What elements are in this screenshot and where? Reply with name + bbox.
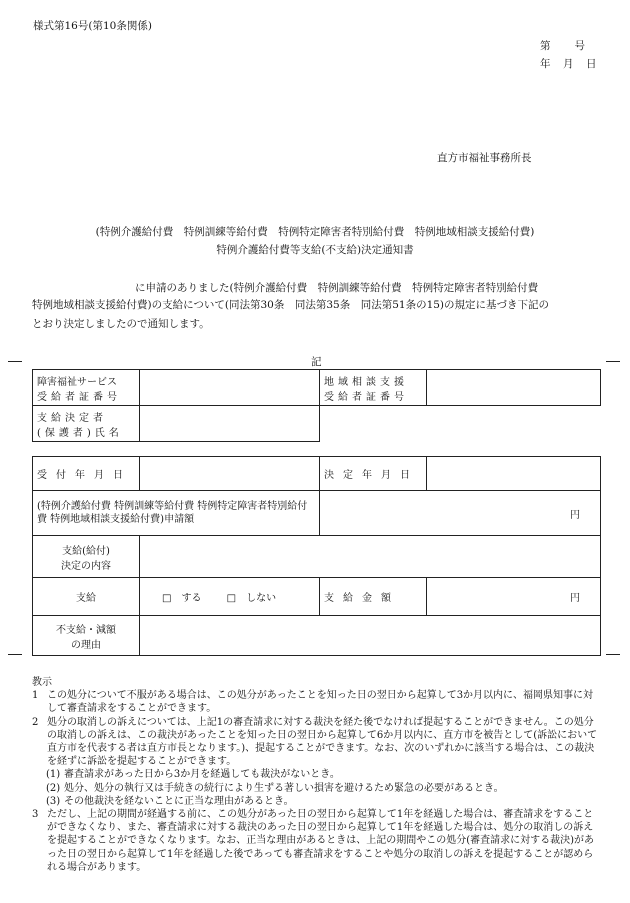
subitem-text: その他裁決を経ないことに正当な理由があるとき。 [64, 795, 294, 807]
yen-unit-1: 円 [570, 509, 580, 521]
note-text: 処分の取消しの訴えについては、上記1の審査請求に対する裁決を経た後でなければ提起することができません。この処分の取消しの訴えは、この裁決があったことを知った日の翌日から起算して6か月以内に、直方市を被告として(訴訟において直方市を代表する者は直方市長となります。)、提起することができます。なお、次のいずれかに該当する場合は、この裁決を経ずに訴訟を提起することができます。 [47, 716, 598, 768]
recipient-name-label [33, 406, 140, 442]
decision-date-value[interactable] [427, 457, 601, 491]
amount-value[interactable] [427, 578, 601, 616]
fold-mark-right-bottom [606, 654, 620, 655]
name-label-line2: (保護者)氏名 [37, 427, 123, 439]
instructions-heading: 教示 [32, 677, 52, 688]
ki-heading: 記 [311, 356, 322, 368]
fold-mark-right-top [606, 361, 620, 362]
yen-unit-2: 円 [570, 593, 580, 604]
note-number: 3 [32, 809, 39, 821]
note-subitem-2 [32, 782, 602, 795]
recipient-number-label [33, 370, 140, 406]
instructions [32, 676, 602, 874]
note-subitem-3 [32, 795, 602, 808]
title-line-2: 特例介護給付費等支給(不支給)決定通知書 [216, 244, 414, 256]
option-yes[interactable]: □ する [162, 593, 202, 604]
receipt-date-value[interactable] [140, 457, 320, 491]
date-line: 年 月 日 [540, 58, 598, 70]
document-number-line: 第 号 [540, 40, 586, 52]
request-amount-label: (特例介護給付費 特例訓練等給付費 特例特定障害者特別給付費 特例地域相談支援給付費)申請額 [33, 491, 320, 536]
recipient-label-line1: 障害福祉サービス [37, 376, 117, 388]
reason-label [33, 616, 140, 656]
note-text: この処分について不服がある場合は、この処分があったことを知った日の翌日から起算して3か月以内に、福岡県知事に対して審査請求をすることができます。 [47, 690, 594, 715]
reason-label-line2: の理由 [71, 639, 101, 651]
recipient-table [32, 369, 601, 442]
regional-label-line2: 受給者証番号 [324, 391, 408, 403]
amount-label: 支給金額 [320, 578, 427, 616]
subitem-text: 審査請求があった日から3か月を経過しても裁決がないとき。 [64, 769, 340, 781]
reason-value[interactable] [140, 616, 601, 656]
note-number: 2 [32, 716, 39, 728]
form-number: 様式第16号(第10条関係) [33, 20, 152, 32]
fold-mark-left-bottom [8, 654, 22, 655]
body-line-2: 特例地域相談支援給付費)の支給について(同法第30条 同法第35条 同法第51条の15)の規定に基づき下記の [32, 299, 550, 311]
payment-label: 支給 [33, 578, 140, 616]
name-label-line1: 支給決定者 [37, 412, 107, 424]
subitem-number: (1) [46, 769, 61, 781]
decision-content-value[interactable] [140, 536, 601, 578]
title-line-1: (特例介護給付費 特例訓練等給付費 特例特定障害者特別給付費 特例地域相談支援給付費) [95, 226, 535, 238]
note-subitem-1 [32, 768, 602, 781]
subitem-number: (2) [46, 782, 61, 794]
note-number: 1 [32, 690, 39, 702]
note-item-2 [32, 716, 602, 769]
subitem-number: (3) [46, 795, 61, 807]
fold-mark-left-top [8, 361, 22, 362]
content-label-line1: 支給(給付) [62, 545, 110, 557]
recipient-number-value[interactable] [140, 370, 320, 406]
recipient-label-line2: 受給者証番号 [37, 391, 121, 403]
regional-number-value[interactable] [427, 370, 601, 406]
regional-number-label [320, 370, 427, 406]
empty-cell [320, 406, 601, 442]
request-amount-value[interactable] [320, 491, 601, 536]
payment-options [140, 578, 320, 616]
issuer-office: 直方市福祉事務所長 [437, 152, 532, 164]
note-item-3 [32, 808, 602, 874]
option-no[interactable]: □ しない [226, 593, 277, 604]
body-line-1: に申請のありました(特例介護給付費 特例訓練等給付費 特例特定障害者特別給付費 [135, 282, 539, 294]
subitem-text: 処分、処分の執行又は手続きの続行により生ずる著しい損害を避けるため緊急の必要があるとき。 [64, 782, 504, 794]
regional-label-line1: 地域相談支援 [324, 376, 408, 388]
decision-content-label [33, 536, 140, 578]
note-item-1 [32, 689, 602, 715]
body-line-3: とおり決定しましたので通知します。 [32, 318, 210, 330]
decision-date-label: 決定年月日 [320, 457, 427, 491]
receipt-date-label: 受付年月日 [33, 457, 140, 491]
reason-label-line1: 不支給・減額 [56, 624, 116, 636]
note-text: ただし、上記の期間が経過する前に、この処分があった日の翌日から起算して1年を経過した場合は、審査請求をすることができなくなり、また、審査請求に対する裁決のあった日の翌日から起算して1年を経過した場合は、処分の取消しの訴えを提起することができなくなります。なお、正当な理由があるときは、上記の期間やこの処分(審査請求に対する裁決)があった日の翌日から起算して1年を経過した後であっても審査請求をすることや処分の取消しの訴えを提起することが認められる場合があります。 [47, 809, 595, 873]
content-label-line2: 決定の内容 [61, 560, 111, 572]
recipient-name-value[interactable] [140, 406, 320, 442]
decision-table [32, 456, 601, 656]
